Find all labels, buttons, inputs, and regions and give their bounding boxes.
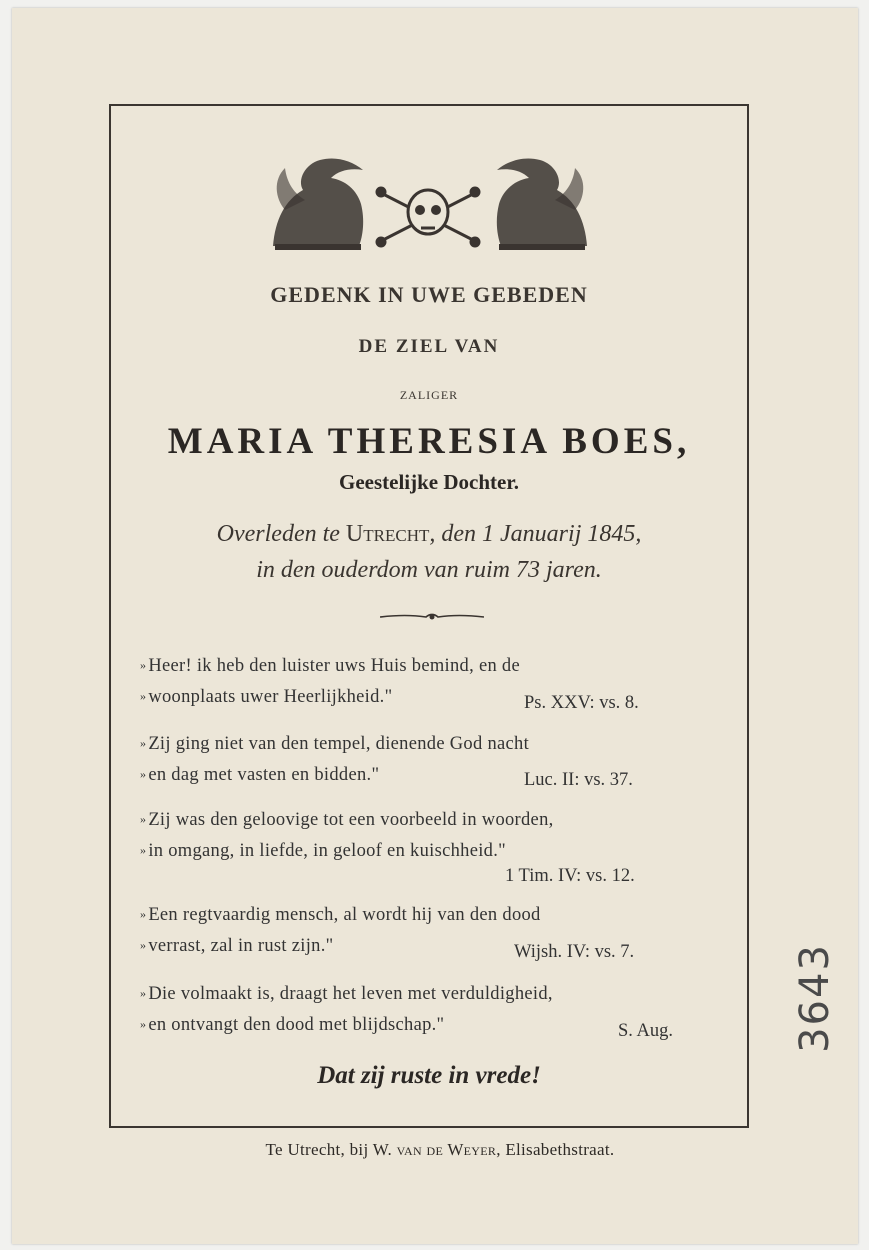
deceased-name: MARIA THERESIA BOES, <box>167 421 691 462</box>
scripture-quote: » Een regtvaardig mensch, al wordt hij van den dood » verrast, zal in rust zijn." <box>140 905 541 956</box>
skull-crossbones-icon <box>377 188 479 246</box>
prayer-heading: GEDENK IN UWE GEBEDEN <box>270 282 588 307</box>
scripture-quote: » Zij was den geloovige tot een voorbeeld in woorden, » in omgang, in liefde, in geloof en kuischheid." <box>140 810 554 861</box>
blessed-label: ZALIGER <box>399 388 459 402</box>
kneeling-angel-icon <box>273 158 363 250</box>
soul-of-heading: DE ZIEL VAN <box>358 336 500 357</box>
mourning-ornament <box>265 150 595 254</box>
printer-imprint: Te Utrecht, bij W. van de Weyer, Elisabethstraat. <box>265 1140 615 1159</box>
quote-reference: 1 Tim. IV: vs. 12. <box>505 866 635 886</box>
archive-number: 3643 <box>791 943 838 1053</box>
closing-blessing: Dat zij ruste in vrede! <box>317 1062 541 1089</box>
deceased-title: Geestelijke Dochter. <box>339 470 519 494</box>
quote-reference: Ps. XXV: vs. 8. <box>524 693 639 713</box>
kneeling-angel-icon <box>497 158 587 250</box>
quote-reference: Luc. II: vs. 37. <box>524 770 633 790</box>
age-line: in den ouderdom van ruim 73 jaren. <box>256 557 602 583</box>
quote-reference: Wijsh. IV: vs. 7. <box>514 942 635 962</box>
ornamental-divider <box>380 610 484 624</box>
quote-reference: S. Aug. <box>618 1021 674 1041</box>
scripture-quote: » Die volmaakt is, draagt het leven met verduldigheid, » en ontvangt den dood met blijdschap." <box>140 984 553 1035</box>
scripture-quote: » Zij ging niet van den tempel, dienende God nacht » en dag met vasten en bidden." <box>140 734 530 785</box>
death-date-line: Overleden te Utrecht, den 1 Januarij 1845, <box>216 521 642 547</box>
scripture-quote: » Heer! ik heb den luister uws Huis bemind, en de » woonplaats uwer Heerlijkheid." <box>140 656 520 707</box>
